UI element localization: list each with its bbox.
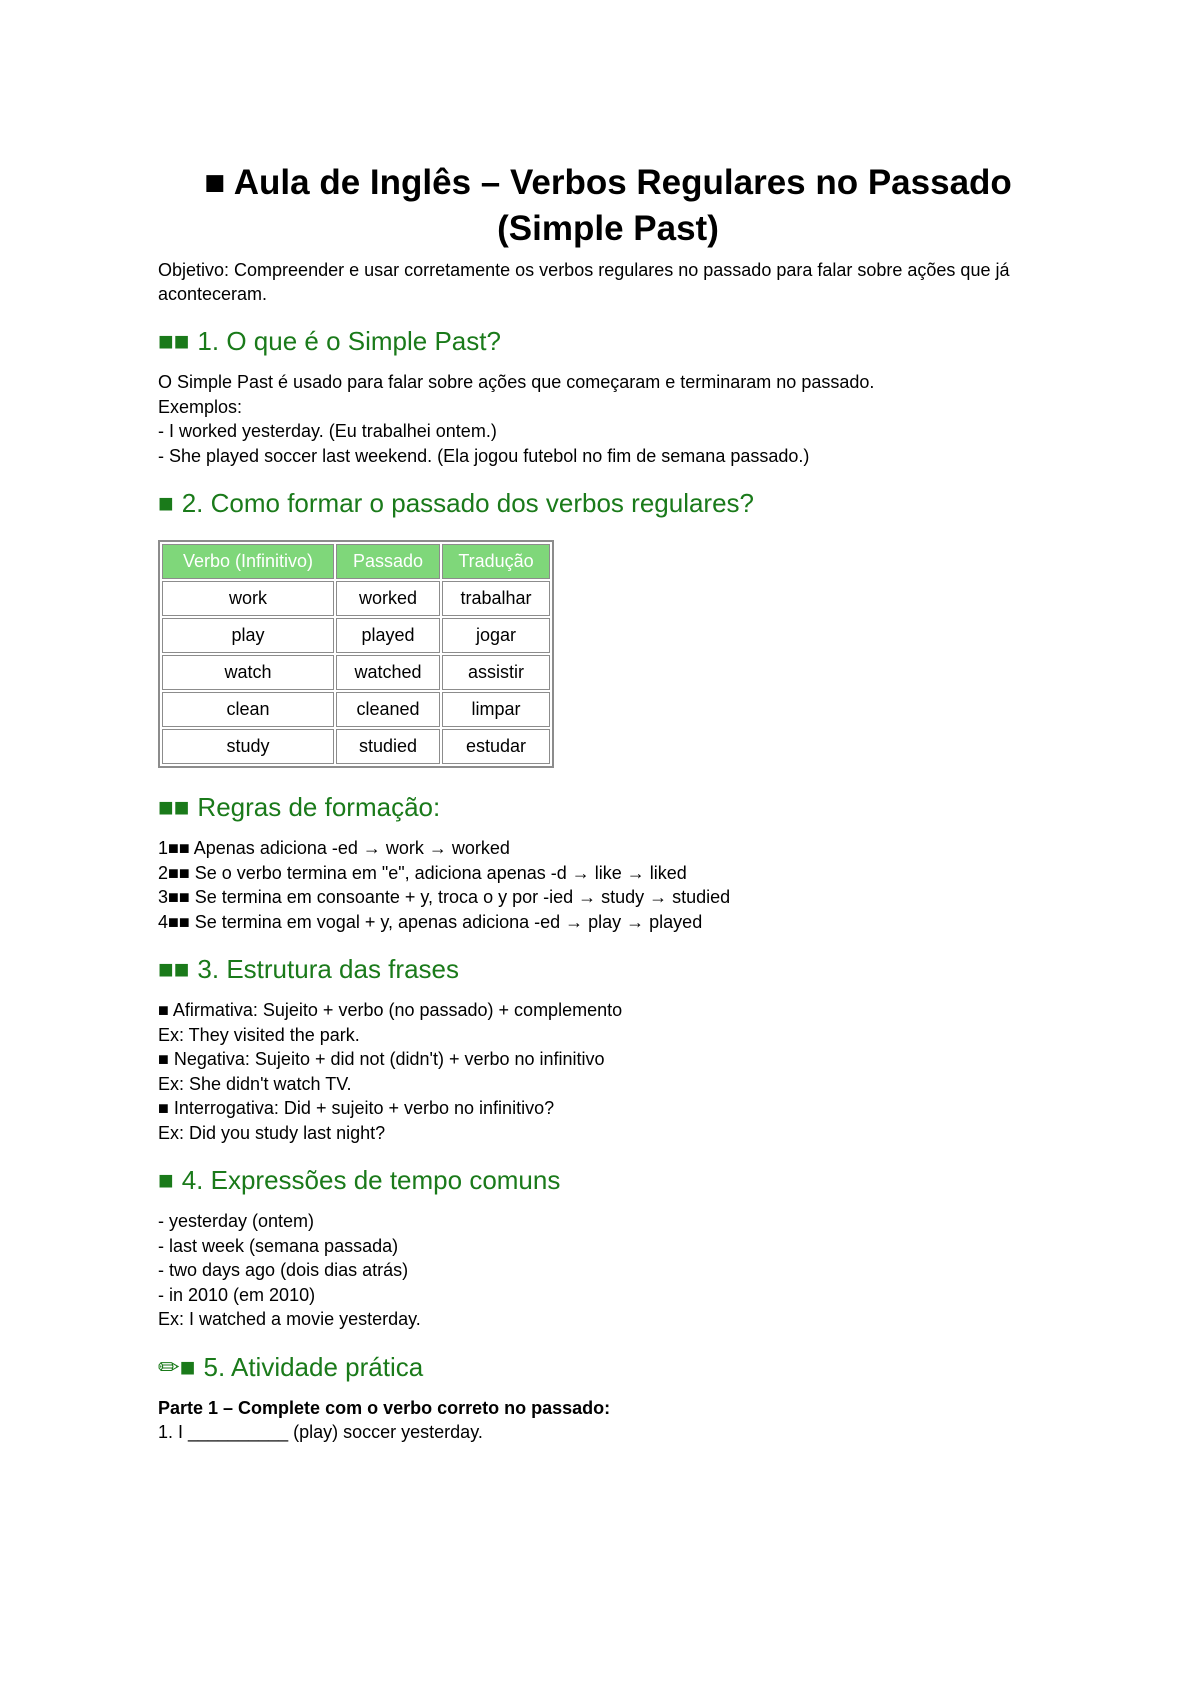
section-1-body [158, 370, 1058, 468]
section-1-line: - I worked yesterday. (Eu trabalhei ontem.) [158, 421, 497, 441]
section-3-line: Ex: She didn't watch TV. [158, 1073, 352, 1094]
section-5-body [158, 1396, 1058, 1445]
title-line-1: ■ Aula de Inglês – Verbos Regulares no Passado [204, 163, 1012, 202]
table-cell: watch [162, 655, 334, 690]
table-cell: cleaned [336, 692, 440, 727]
objective-text: Objetivo: Compreender e usar corretamente os verbos regulares no passado para falar sobre ações que já aconteceram. [158, 260, 1010, 304]
table-cell: work [162, 581, 334, 616]
section-4-line: - two days ago (dois dias atrás) [158, 1260, 409, 1280]
table-cell: play [162, 618, 334, 653]
section-4-title: 4. Expressões de tempo comuns [181, 1165, 561, 1195]
section-4-heading [158, 1163, 1058, 1197]
section-4-line: - last week (semana passada) [158, 1235, 399, 1256]
table-row [162, 618, 550, 653]
verbs-table [158, 540, 554, 768]
section-3-line: Ex: They visited the park. [158, 1024, 360, 1045]
rules-heading [158, 790, 1058, 824]
table-cell: watched [336, 655, 440, 690]
table-cell: studied [336, 729, 440, 764]
table-cell: trabalhar [442, 581, 550, 616]
section-3-line: ■ Negativa: Sujeito + did not (didn't) + verbo no infinitivo [158, 1049, 605, 1069]
section-2-title: 2. Como formar o passado dos verbos regulares? [181, 488, 755, 518]
square-bullet-icon: ■■ [158, 954, 190, 984]
section-3-title: 3. Estrutura das frases [197, 954, 459, 984]
document-content [158, 160, 1058, 1445]
section-4-line: Ex: I watched a movie yesterday. [158, 1309, 421, 1329]
section-4-body [158, 1209, 1058, 1332]
table-cell: estudar [442, 729, 550, 764]
table-row [162, 729, 550, 764]
rules-body [158, 836, 1058, 934]
section-4-line: - yesterday (ontem) [158, 1211, 315, 1231]
title-line-2: (Simple Past) [497, 209, 719, 248]
square-bullet-icon: ■■ [158, 326, 190, 356]
table-header-infinitive: Verbo (Infinitivo) [162, 544, 334, 579]
table-header-past: Passado [336, 544, 440, 579]
section-4-line: - in 2010 (em 2010) [158, 1284, 316, 1305]
section-5-title: 5. Atividade prática [203, 1351, 424, 1382]
section-3-line: ■ Interrogativa: Did + sujeito + verbo no infinitivo? [158, 1098, 555, 1118]
table-cell: clean [162, 692, 334, 727]
square-bullet-icon: ■ [158, 1165, 174, 1195]
square-bullet-icon: ■■ [158, 792, 190, 822]
table-cell: study [162, 729, 334, 764]
table-cell: played [336, 618, 440, 653]
section-1-line: Exemplos: [158, 396, 243, 417]
section-3-line: Ex: Did you study last night? [158, 1122, 386, 1143]
section-2-heading [158, 486, 1058, 520]
table-cell: assistir [442, 655, 550, 690]
section-1-line: - She played soccer last weekend. (Ela jogou futebol no fim de semana passado.) [158, 445, 810, 466]
page-title [158, 160, 1058, 258]
section-1-line: O Simple Past é usado para falar sobre ações que começaram e terminaram no passado. [158, 372, 875, 392]
section-1-title: 1. O que é o Simple Past? [197, 326, 501, 356]
table-cell: limpar [442, 692, 550, 727]
table-row [162, 581, 550, 616]
square-bullet-icon: ■ [158, 488, 174, 518]
exercise-line: 1. I __________ (play) soccer yesterday. [158, 1422, 483, 1442]
table-cell: worked [336, 581, 440, 616]
pencil-icon: ✏■ [158, 1351, 196, 1382]
table-header-row [162, 544, 550, 579]
rule-line: 3■■ Se termina em consoante + y, troca o y por -ied → study → studied [158, 887, 731, 907]
section-5-heading [158, 1350, 1058, 1384]
section-1-heading [158, 324, 1058, 358]
table-row [162, 692, 550, 727]
rules-title: Regras de formação: [197, 792, 441, 822]
section-3-body [158, 998, 1058, 1145]
rule-line: 1■■ Apenas adiciona -ed → work → worked [158, 838, 510, 858]
section-3-heading [158, 952, 1058, 986]
activity-part-heading: Parte 1 – Complete com o verbo correto no passado: [158, 1397, 611, 1418]
table-header-translation: Tradução [442, 544, 550, 579]
section-3-line: ■ Afirmativa: Sujeito + verbo (no passado) + complemento [158, 1000, 623, 1020]
table-cell: jogar [442, 618, 550, 653]
table-row [162, 655, 550, 690]
rule-line: 4■■ Se termina em vogal + y, apenas adiciona -ed → play → played [158, 911, 703, 932]
rule-line: 2■■ Se o verbo termina em "e", adiciona apenas -d → like → liked [158, 862, 687, 883]
